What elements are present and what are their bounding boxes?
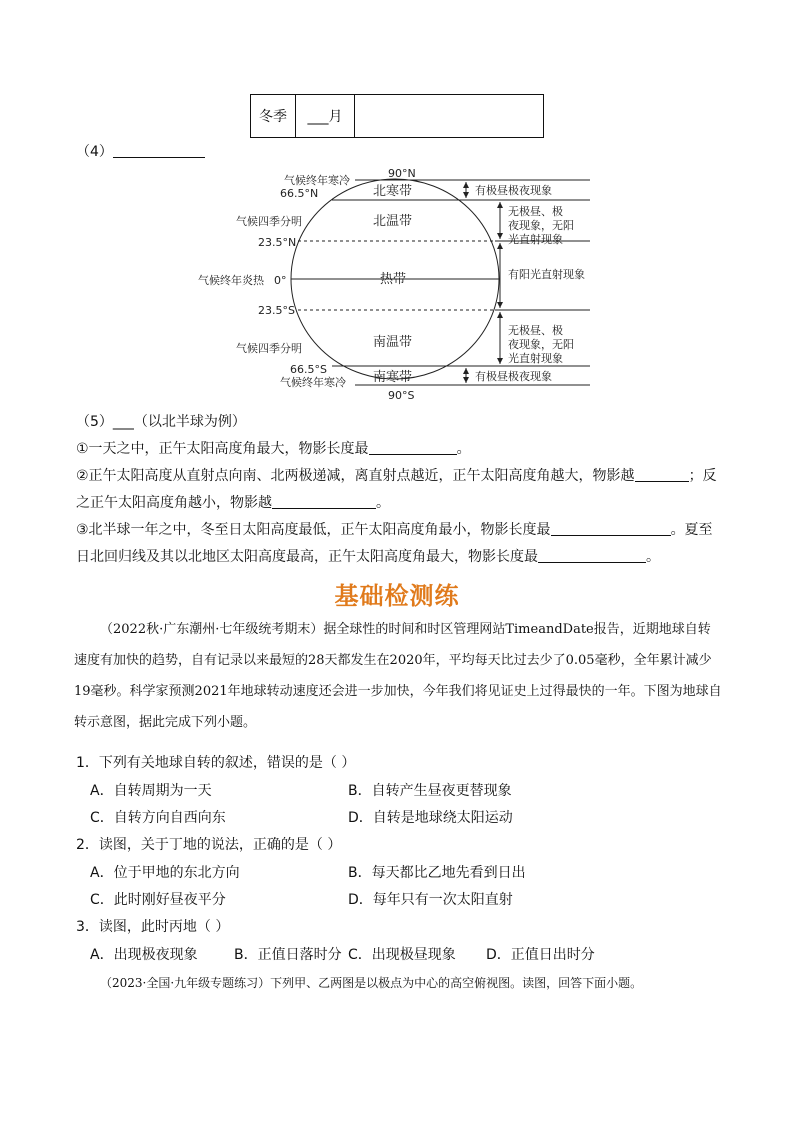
zone-south-frigid: 南寒带 xyxy=(373,370,413,385)
q5-hint: （以北半球为例） xyxy=(133,414,246,430)
climate-cold-s: 气候终年寒冷 xyxy=(280,376,346,389)
zone-north-frigid: 北寒带 xyxy=(373,184,413,199)
q1-option-a[interactable]: A．自转周期为一天 xyxy=(90,783,212,799)
passage-2: （2023·全国·九年级专题练习）下列甲、乙两图是以极点为中心的高空俯视图。读图，回答下面小题。 xyxy=(100,976,643,990)
q1-option-d[interactable]: D．自转是地球绕太阳运动 xyxy=(348,810,513,826)
table-month-cell: ___月 xyxy=(296,95,355,138)
q3-option-a[interactable]: A．出现极夜现象 xyxy=(90,947,198,963)
climate-zone-diagram xyxy=(190,162,600,402)
q1-stem: 1．下列有关地球自转的叙述，错误的是（ ） xyxy=(76,755,356,771)
q5-item3-blank2[interactable] xyxy=(538,548,646,563)
season-table xyxy=(250,94,544,138)
section-title: 基础检测练 xyxy=(334,581,460,610)
note-temp-n-2: 夜现象，无阳 xyxy=(508,219,574,232)
label-90s: 90°S xyxy=(388,389,415,402)
q5-item3a xyxy=(76,520,713,540)
label-0: 0° xyxy=(274,274,287,287)
q5-item2-period: 。 xyxy=(376,495,390,511)
q5-item1-blank[interactable] xyxy=(369,440,457,455)
climate-four-n: 气候四季分明 xyxy=(236,215,302,228)
q5-item2-tail: ；反 xyxy=(688,468,717,484)
zone-north-temperate: 北温带 xyxy=(373,214,413,229)
note-temp-n-3: 光直射现象 xyxy=(508,233,563,246)
q2-option-b[interactable]: B．每天都比乙地先看到日出 xyxy=(348,865,526,881)
note-temp-n-1: 无极昼、极 xyxy=(508,205,563,218)
q5-item2-text: ②正午太阳高度从直射点向南、北两极递减，离直射点越近，正午太阳高度角越大，物影越 xyxy=(76,468,635,484)
q5-item2-blank2[interactable] xyxy=(272,494,376,509)
q3-option-c[interactable]: C．出现极昼现象 xyxy=(348,947,456,963)
q5-item2c-text: 之正午太阳高度角越小，物影越 xyxy=(76,495,272,511)
climate-four-s: 气候四季分明 xyxy=(236,342,302,355)
climate-hot: 气候终年炎热 xyxy=(198,274,264,287)
note-temp-s-3: 光直射现象 xyxy=(508,352,563,365)
q5-item2-blank1[interactable] xyxy=(635,467,689,482)
zone-torrid: 热带 xyxy=(380,272,407,287)
q2-option-c[interactable]: C．此时刚好昼夜平分 xyxy=(90,892,226,908)
table-season-cell: 冬季 xyxy=(251,95,296,138)
q5-header xyxy=(76,412,246,432)
note-polar-n: 有极昼极夜现象 xyxy=(475,184,552,197)
climate-cold-n: 气候终年寒冷 xyxy=(284,174,350,187)
q5-item3c-text: 日北回归线及其以北地区太阳高度最高，正午太阳高度角最大，物影长度最 xyxy=(76,549,538,565)
label-90n: 90°N xyxy=(388,167,416,180)
q3-option-b[interactable]: B．正值日落时分 xyxy=(234,947,342,963)
label-665s: 66.5°S xyxy=(290,363,327,376)
q5-item3c xyxy=(76,547,660,567)
q3-option-d[interactable]: D．正值日出时分 xyxy=(486,947,595,963)
q5-item1-period: 。 xyxy=(456,441,471,457)
q1-option-c[interactable]: C．自转方向自西向东 xyxy=(90,810,226,826)
q2-option-d[interactable]: D．每年只有一次太阳直射 xyxy=(348,892,513,908)
q5-blank[interactable]: ___ xyxy=(112,414,134,430)
label-665n: 66.5°N xyxy=(280,187,319,200)
q5-item1 xyxy=(76,439,471,459)
note-polar-s: 有极昼极夜现象 xyxy=(475,370,552,383)
label-235n: 23.5°N xyxy=(258,236,297,249)
q5-item1-text: ①一天之中，正午太阳高度角最大，物影长度最 xyxy=(76,441,369,457)
q5-item3-blank1[interactable] xyxy=(551,521,671,536)
label-235s: 23.5°S xyxy=(258,304,295,317)
q5-item3-text: ③北半球一年之中，冬至日太阳高度最低，正午太阳高度角最小，物影长度最 xyxy=(76,522,551,538)
q5-item2c xyxy=(76,493,390,513)
note-temp-s-2: 夜现象，无阳 xyxy=(508,338,574,351)
note-direct: 有阳光直射现象 xyxy=(508,268,585,281)
q5-item3-tail: 。夏至 xyxy=(670,522,713,538)
q4-blank[interactable] xyxy=(113,143,205,158)
q3-stem: 3．读图，此时丙地（ ） xyxy=(76,919,230,935)
q5-item3-period: 。 xyxy=(646,549,660,565)
q4-label: （4） xyxy=(76,144,113,160)
q5-item2a xyxy=(76,466,717,486)
q1-option-b[interactable]: B．自转产生昼夜更替现象 xyxy=(348,783,512,799)
q2-stem: 2．读图，关于丁地的说法，正确的是（ ） xyxy=(76,837,342,853)
q5-label: （5） xyxy=(76,414,113,430)
table-desc-cell xyxy=(355,95,544,138)
q2-option-a[interactable]: A．位于甲地的东北方向 xyxy=(90,865,240,881)
note-temp-s-1: 无极昼、极 xyxy=(508,324,563,337)
q4-line xyxy=(76,142,205,162)
passage-1: （2022秋·广东潮州·七年级统考期末）据全球性的时间和时区管理网站TimeandDate报告，近期地球自转速度有加快的趋势，自有记录以来最短的28天都发生在2020年，平均每天比过去少了0.05毫秒，全年累计减少19毫秒。科学家预测2021年地球转动速度还会进一步加快，今年我们将见证史上过得最快的一年。下图为地球自转示意图，据此完成下列小题。 xyxy=(74,622,722,730)
zone-south-temperate: 南温带 xyxy=(373,335,413,350)
